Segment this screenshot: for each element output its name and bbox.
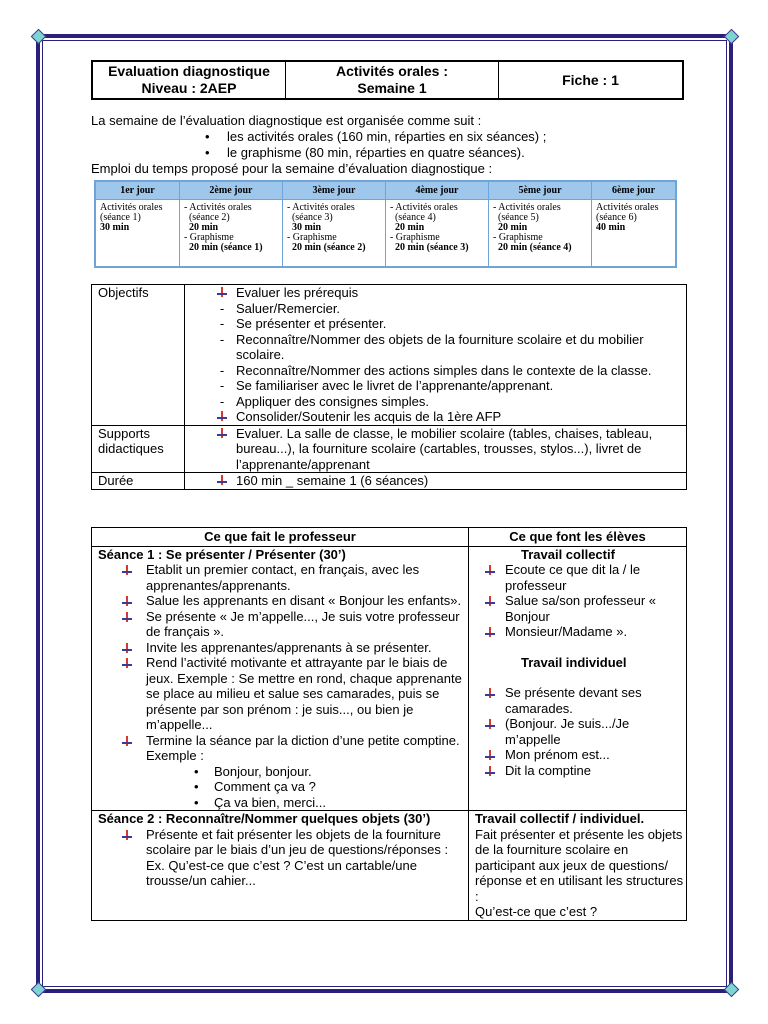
intro-line: Emploi du temps proposé pour la semaine d’évaluation diagnostique : — [91, 161, 493, 176]
prof-action-item-text: Etablit un premier contact, en français, avec les apprenantes/apprenants. — [146, 562, 420, 593]
schedule-day-header: 5ème jour — [488, 181, 591, 200]
eleve-action-item — [475, 716, 686, 747]
duree-cell — [185, 473, 687, 490]
arrow-bullet-icon — [485, 688, 495, 698]
objective-item-text: Reconnaître/Nommer des actions simples dans le contexte de la classe. — [236, 362, 652, 378]
supports-cell — [185, 425, 687, 473]
eleve-action-item — [475, 624, 686, 640]
prof-action-item — [98, 562, 468, 593]
prof-action-item — [98, 640, 468, 656]
eleve-action-item — [475, 593, 686, 624]
intro-bullets — [91, 129, 691, 161]
intro-bullet: • le graphisme (80 min, réparties en quatre séances). — [227, 145, 691, 161]
eleve-action-item — [475, 562, 686, 593]
header-activity: Activités orales : — [335, 63, 449, 79]
header-fiche-cell: Fiche : 1 — [499, 61, 684, 99]
duree-label: Durée — [92, 473, 185, 490]
header-activity-cell — [286, 61, 499, 99]
arrow-bullet-icon — [217, 428, 227, 438]
arrow-bullet-icon — [217, 411, 227, 421]
objective-item-text: Saluer/Remercier. — [236, 300, 341, 316]
objective-item — [191, 394, 686, 410]
prof-action-item-text: Se présente « Je m’appelle..., Je suis votre professeur de français ». — [146, 608, 460, 639]
header-level-cell — [92, 61, 286, 99]
comptine-line: • Ça va bien, merci... — [98, 795, 468, 811]
comptine-line: • Bonjour, bonjour. — [98, 764, 468, 780]
schedule-cell: - Activités orales (séance 5) 20 min - Graphisme 20 min (séance 4) — [488, 200, 591, 268]
travail-collectif-title: Travail collectif — [521, 546, 615, 562]
objectives-list-cell — [185, 285, 687, 426]
arrow-bullet-icon — [122, 643, 132, 653]
seance2-prof-text: Présente et fait présenter les objets de la fourniture scolaire par le biais d’un jeu de questions/réponses : Ex. Qu’est-ce que c’est ? C’est un cartable/une trousse/un cahier... — [146, 826, 449, 888]
seance2-eleves-title: Travail collectif / individuel. — [475, 811, 645, 826]
intro-line: La semaine de l’évaluation diagnostique est organisée comme suit : — [91, 113, 482, 128]
schedule-day-header: 1er jour — [95, 181, 179, 200]
header-table — [91, 60, 684, 100]
prof-action-item — [98, 609, 468, 640]
arrow-bullet-icon — [485, 719, 495, 729]
schedule-day-header: 2ème jour — [179, 181, 282, 200]
arrow-bullet-icon — [485, 627, 495, 637]
prof-action-item — [98, 733, 468, 764]
dash-bullet: - — [219, 378, 225, 393]
supports-label: Supports didactiques — [92, 425, 185, 473]
arrow-bullet-icon — [217, 475, 227, 485]
arrow-bullet-icon — [217, 287, 227, 297]
objective-item-text: Evaluer les prérequis — [236, 285, 359, 300]
seance2-eleves-question: Qu’est-ce que c’est ? — [475, 904, 598, 919]
schedule-cell: Activités orales (séance 6) 40 min — [592, 200, 677, 268]
arrow-bullet-icon — [122, 565, 132, 575]
seance2-prof-cell — [92, 811, 469, 921]
schedule-day-header: 6ème jour — [592, 181, 677, 200]
objective-item-text: Se familiariser avec le livret de l’apprenante/apprenant. — [236, 378, 554, 393]
schedule-cell: - Activités orales (séance 4) 20 min - Graphisme 20 min (séance 3) — [385, 200, 488, 268]
arrow-bullet-icon — [485, 596, 495, 606]
seance2-title: Séance 2 : Reconnaître/Nommer quelques objets (30’) — [98, 811, 431, 826]
seance1-prof-cell — [92, 546, 469, 811]
schedule-cell: - Activités orales (séance 3) 30 min - Graphisme 20 min (séance 2) — [282, 200, 385, 268]
comptine-list — [98, 764, 468, 811]
dash-bullet: - — [219, 362, 225, 378]
eleve-action-item — [475, 763, 686, 779]
objectives-list — [191, 285, 686, 425]
header-level: Niveau : 2AEP — [141, 80, 237, 96]
schedule-cell: Activités orales (séance 1) 30 min — [95, 200, 179, 268]
arrow-bullet-icon — [485, 565, 495, 575]
arrow-bullet-icon — [122, 736, 132, 746]
travail-individuel-title: Travail individuel — [521, 654, 627, 670]
eleve-action-item — [475, 747, 686, 763]
schedule-table — [94, 180, 677, 268]
eleve-action-item-text: Mon prénom est... — [505, 747, 610, 762]
eleve-action-item-text: Se présente devant ses camarades. — [505, 685, 642, 716]
schedule-day-header: 4ème jour — [385, 181, 488, 200]
objectives-label: Objectifs — [92, 285, 185, 426]
col-header-eleves: Ce que font les élèves — [469, 528, 687, 547]
header-eval-title: Evaluation diagnostique — [108, 63, 270, 79]
dash-bullet: - — [219, 300, 225, 316]
arrow-bullet-icon — [122, 658, 132, 668]
eleve-action-item-text: Monsieur/Madame ». — [505, 624, 628, 639]
dash-bullet: - — [219, 331, 225, 347]
seances-table — [91, 527, 687, 921]
duree-text: 160 min _ semaine 1 (6 séances) — [236, 473, 429, 488]
objective-item — [191, 316, 686, 332]
intro-bullet: • les activités orales (160 min, réparties en six séances) ; — [227, 129, 691, 145]
schedule-day-header: 3ème jour — [282, 181, 385, 200]
eleve-action-item-text: (Bonjour. Je suis.../Je m’appelle — [505, 716, 630, 747]
seance1-prof-list — [98, 562, 468, 764]
objective-item — [191, 332, 686, 363]
prof-action-item-text: Termine la séance par la diction d’une petite comptine. Exemple : — [146, 732, 460, 763]
arrow-bullet-icon — [122, 612, 132, 622]
prof-action-item — [98, 593, 468, 609]
eleve-action-item-text: Dit la comptine — [505, 762, 591, 778]
arrow-bullet-icon — [122, 596, 132, 606]
objective-item-text: Consolider/Soutenir les acquis de la 1ère AFP — [236, 409, 502, 424]
arrow-bullet-icon — [485, 750, 495, 760]
prof-action-item-text: Invite les apprenantes/apprenants à se présenter. — [146, 639, 432, 655]
objective-item — [191, 363, 686, 379]
objective-item — [191, 301, 686, 317]
objective-item-text: Appliquer des consignes simples. — [236, 393, 429, 409]
dash-bullet: - — [219, 316, 225, 331]
schedule-cell: - Activités orales (séance 2) 20 min - Graphisme 20 min (séance 1) — [179, 200, 282, 268]
objective-item-text: Reconnaître/Nommer des objets de la fourniture scolaire et du mobilier scolaire. — [236, 331, 644, 362]
seance1-title: Séance 1 : Se présenter / Présenter (30’) — [98, 546, 346, 562]
intro-text — [91, 113, 691, 177]
seance2-eleves-text: Fait présenter et présente les objets de la fourniture scolaire en participant aux jeux de questions/ réponse et en utilisant les structures : — [475, 826, 684, 904]
objective-item — [191, 285, 686, 301]
eleve-action-item — [475, 685, 686, 716]
objective-item — [191, 409, 686, 425]
comptine-line: • Comment ça va ? — [98, 779, 468, 795]
eleve-action-item-text: Ecoute ce que dit la / le professeur — [505, 562, 641, 593]
prof-action-item-text: Rend l’activité motivante et attrayante par le biais de jeux. Exemple : Se mettre en rond, chaque apprenante se place au milieu et salue ses camarades, puis se présente par son prénom : je suis..., ou bien je m’appelle... — [146, 655, 462, 732]
eleves-collectif-list — [475, 562, 686, 640]
arrow-bullet-icon — [122, 830, 132, 840]
objective-item — [191, 378, 686, 394]
supports-text: Evaluer. La salle de classe, le mobilier scolaire (tables, chaises, tableau, bureau...), la fourniture scolaire (cartables, trousses, stylos...), livret de l’apprenante/apprenant — [236, 425, 653, 472]
objective-item-text: Se présenter et présenter. — [236, 316, 387, 331]
dash-bullet: - — [219, 393, 225, 409]
seance1-eleves-cell — [469, 546, 687, 811]
prof-action-item — [98, 655, 468, 733]
objectives-table — [91, 284, 687, 490]
eleve-action-item-text: Salue sa/son professeur « Bonjour — [505, 593, 657, 624]
prof-action-item-text: Salue les apprenants en disant « Bonjour les enfants». — [146, 593, 462, 608]
eleves-individuel-list — [475, 685, 686, 778]
seance2-eleves-cell — [469, 811, 687, 921]
arrow-bullet-icon — [485, 766, 495, 776]
col-header-prof: Ce que fait le professeur — [92, 528, 469, 547]
header-week: Semaine 1 — [357, 80, 427, 96]
